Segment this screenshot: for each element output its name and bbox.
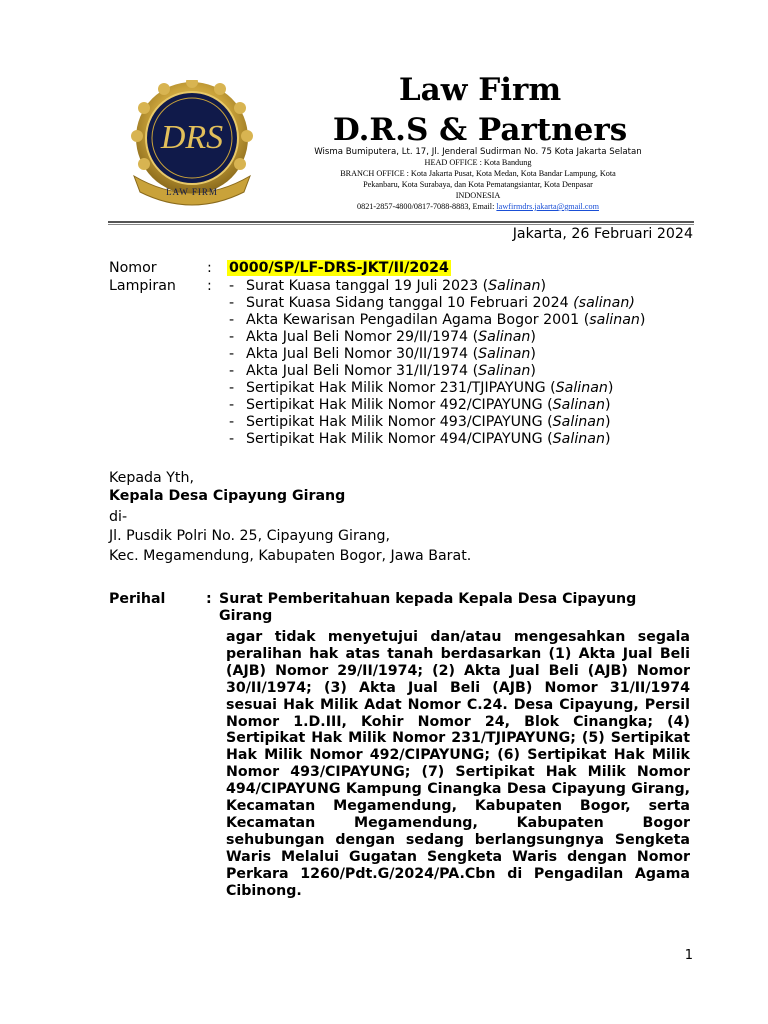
attachment-item: - Surat Kuasa Sidang tanggal 10 Februari 2024 (salinan) [229,295,635,311]
letter-number: 0000/SP/LF-DRS-JKT/II/2024 [229,260,449,276]
attachment-item: - Akta Kewarisan Pengadilan Agama Bogor 2001 (salinan) [229,312,646,328]
recipient-address-2: Kec. Megamendung, Kabupaten Bogor, Jawa Barat. [109,548,472,564]
contact-line [268,201,688,212]
perihal-label: Perihal [109,591,166,607]
logo-monogram: DRS [160,119,224,156]
law-firm-logo [126,80,258,206]
lampiran-label: Lampiran [109,278,176,294]
attachment-list [229,278,645,448]
letter-date: Jakarta, 26 Februari 2024 [512,226,693,242]
attachment-item: - Surat Kuasa tanggal 19 Juli 2023 (Salinan) [229,278,546,294]
country: INDONESIA [455,191,501,200]
perihal-subject: Surat Pemberitahuan kepada Kepala Desa Cipayung Girang [219,591,637,624]
logo-ribbon-text: LAW FIRM [166,187,218,197]
nomor-label: Nomor [109,260,157,276]
firm-name: D.R.S & Partners [332,112,628,148]
attachment-item: - Sertipikat Hak Milik Nomor 493/CIPAYUNG (Salinan) [229,414,611,430]
header-divider-thin [108,224,694,225]
attachment-item: - Sertipikat Hak Milik Nomor 492/CIPAYUNG (Salinan) [229,397,611,413]
recipient-address-1: Jl. Pusdik Polri No. 25, Cipayung Girang, [109,528,391,544]
nomor-colon: : [207,260,212,276]
attachment-item: - Akta Jual Beli Nomor 30/II/1974 (Salinan) [229,346,536,362]
lampiran-colon: : [207,278,212,294]
attachment-item: - Akta Jual Beli Nomor 31/II/1974 (Salinan) [229,363,536,379]
perihal-body: agar tidak menyetujui dan/atau mengesahkan segala peralihan hak atas tanah berdasarkan (1) Akta Jual Beli (AJB) Nomor 29/II/1974; (2) Akta Jual Beli (AJB) Nomor 30/II/1974; (3) Akta Jual Beli (AJB) Nomor 31/II/1974 sesuai Hak Milik Adat Nomor C.24. Desa Cipayung, Persil Nomor 1.D.III, Kohir Nomor 24, Blok Cinangka; (4) Sertipikat Hak Milik Nomor 231/TJIPAYUNG; (5) Sertipikat Hak Milik Nomor 492/CIPAYUNG; (6) Sertipikat Hak Milik Nomor 493/CIPAYUNG; (7) Sertipikat Hak Milik Nomor 494/CIPAYUNG Kampung Cinangka Desa Cipayung Girang, Kecamatan Megamendung, Kabupaten Bogor, serta Kecamatan Megamendung, Kabupaten Bogor sehubungan dengan sedang berlangsungnya Sengketa Waris Melalui Gugatan Sengketa Waris dengan Nomor Perkara 1260/Pdt.G/2024/PA.Cbn di Pengadilan Agama Cibinong. [226,629,690,899]
page-number: 1 [684,948,693,963]
attachment-item: - Akta Jual Beli Nomor 29/II/1974 (Salinan) [229,329,536,345]
firm-title: Law Firm [398,72,562,108]
header-divider [108,221,694,223]
perihal-colon: : [206,591,212,607]
recipient-name: Kepala Desa Cipayung Girang [109,488,346,504]
email-link[interactable]: lawfirmdrs.jakarta@gmail.com [496,202,599,211]
attachment-item: - Sertipikat Hak Milik Nomor 494/CIPAYUNG (Salinan) [229,431,611,447]
branch-office-line-1: BRANCH OFFICE : Kota Jakarta Pusat, Kota Medan, Kota Bandar Lampung, Kota [340,169,616,178]
head-office: HEAD OFFICE : Kota Bandung [424,158,532,167]
recipient-di: di- [109,509,128,525]
branch-office-line-2: Pekanbaru, Kota Surabaya, dan Kota Pematangsiantar, Kota Denpasar [363,180,593,189]
phone-numbers: 0821-2857-4800/0817-7088-8883, Email: [357,202,497,211]
attachment-item: - Sertipikat Hak Milik Nomor 231/TJIPAYUNG (Salinan) [229,380,614,396]
office-address: Wisma Bumiputera, Lt. 17, Jl. Jenderal Sudirman No. 75 Kota Jakarta Selatan [314,147,642,157]
greeting: Kepada Yth, [109,470,194,486]
